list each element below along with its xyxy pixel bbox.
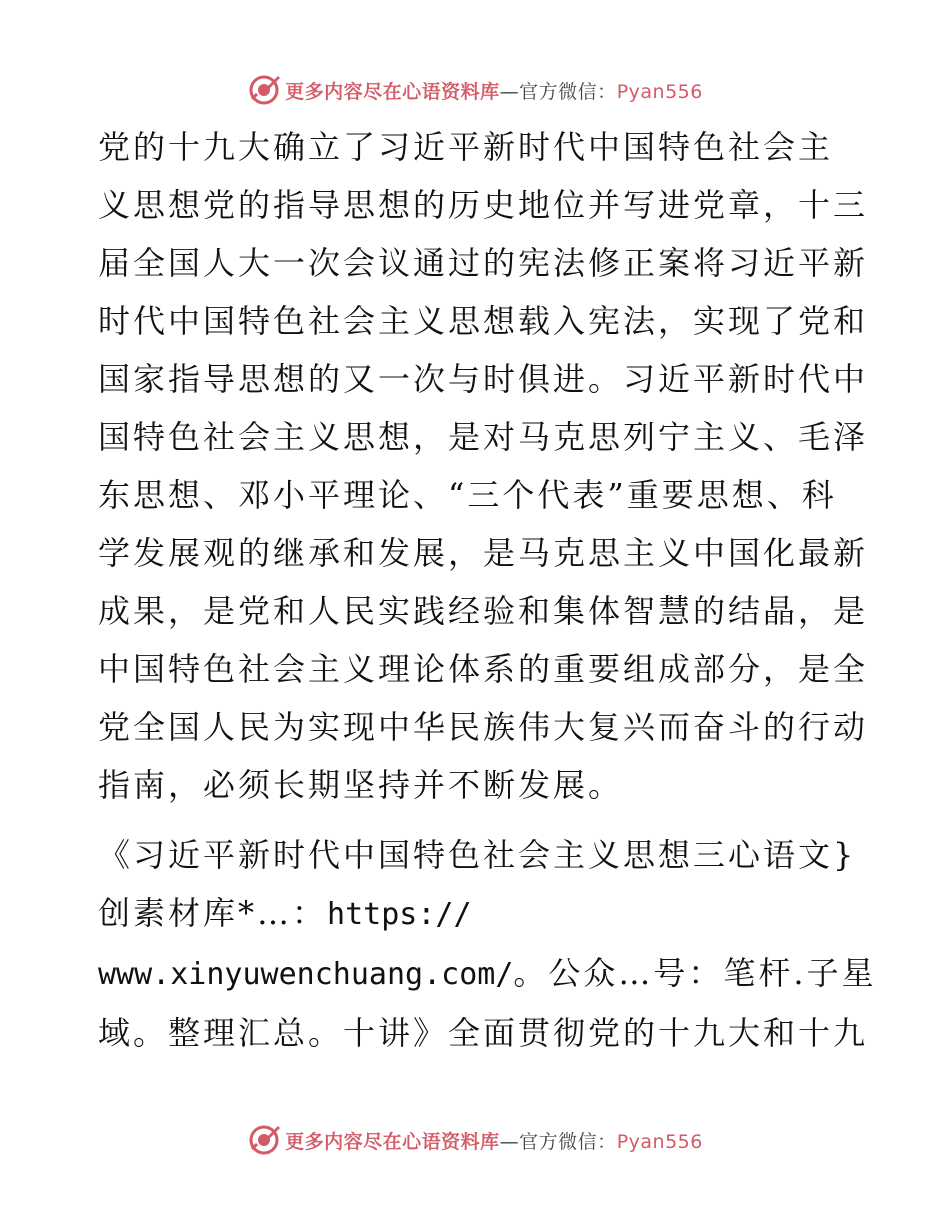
header-dash: — — [499, 80, 520, 103]
paragraph-1 — [98, 118, 869, 814]
paragraph-2 — [98, 826, 877, 1062]
text-segment: 创素材库*…： — [98, 894, 328, 932]
text-line — [98, 884, 858, 944]
brand-logo-icon — [247, 73, 281, 107]
url-text: https:// — [327, 897, 472, 932]
text-line: 党的十九大确立了习近平新时代中国特色社会主 — [98, 128, 834, 166]
footer-watermark-banner — [0, 1120, 950, 1160]
footer-dash: — — [499, 1130, 520, 1153]
header-watermark-banner — [0, 70, 950, 110]
text-line: 《习近平新时代中国特色社会主义思想三心语文} — [98, 836, 857, 874]
text-line: 时代中国特色社会主义思想载入宪法，实现了党和 — [98, 302, 869, 340]
text-line: 域。整理汇总。十讲》全面贯彻党的十九大和十九 — [98, 1014, 869, 1052]
header-official-label: 官方微信： — [519, 80, 617, 103]
url-text: www.xinyuwenchuang.com/ — [98, 957, 514, 992]
text-line: 成果，是党和人民实践经验和集体智慧的结晶，是 — [98, 592, 869, 630]
text-line: 指南，必须长期坚持并不断发展。 — [98, 766, 624, 804]
header-watermark-text — [285, 77, 703, 104]
brand-logo-icon — [247, 1123, 281, 1157]
footer-wechat-id: Pyan556 — [616, 1130, 703, 1153]
header-brand-text: 更多内容尽在心语资料库 — [285, 80, 500, 103]
footer-watermark-text — [285, 1127, 703, 1154]
footer-official-label: 官方微信： — [519, 1130, 617, 1153]
text-line: 中国特色社会主义理论体系的重要组成部分，是全 — [98, 650, 869, 688]
text-segment: 。公众…号：笔杆.子星 — [513, 954, 877, 992]
header-wechat-id: Pyan556 — [616, 80, 703, 103]
text-line: 义思想党的指导思想的历史地位并写进党章，十三 — [98, 186, 869, 224]
text-line: 国特色社会主义思想，是对马克思列宁主义、毛泽 — [98, 418, 869, 456]
text-line: 东思想、邓小平理论、“三个代表”重要思想、科 — [98, 476, 837, 514]
footer-brand-text: 更多内容尽在心语资料库 — [285, 1130, 500, 1153]
document-body — [98, 118, 877, 1062]
text-line: 学发展观的继承和发展，是马克思主义中国化最新 — [98, 534, 869, 572]
text-line: 届全国人大一次会议通过的宪法修正案将习近平新 — [98, 244, 869, 282]
text-line — [98, 944, 877, 1004]
text-line: 党全国人民为实现中华民族伟大复兴而奋斗的行动 — [98, 708, 869, 746]
text-line: 国家指导思想的又一次与时俱进。习近平新时代中 — [98, 360, 869, 398]
